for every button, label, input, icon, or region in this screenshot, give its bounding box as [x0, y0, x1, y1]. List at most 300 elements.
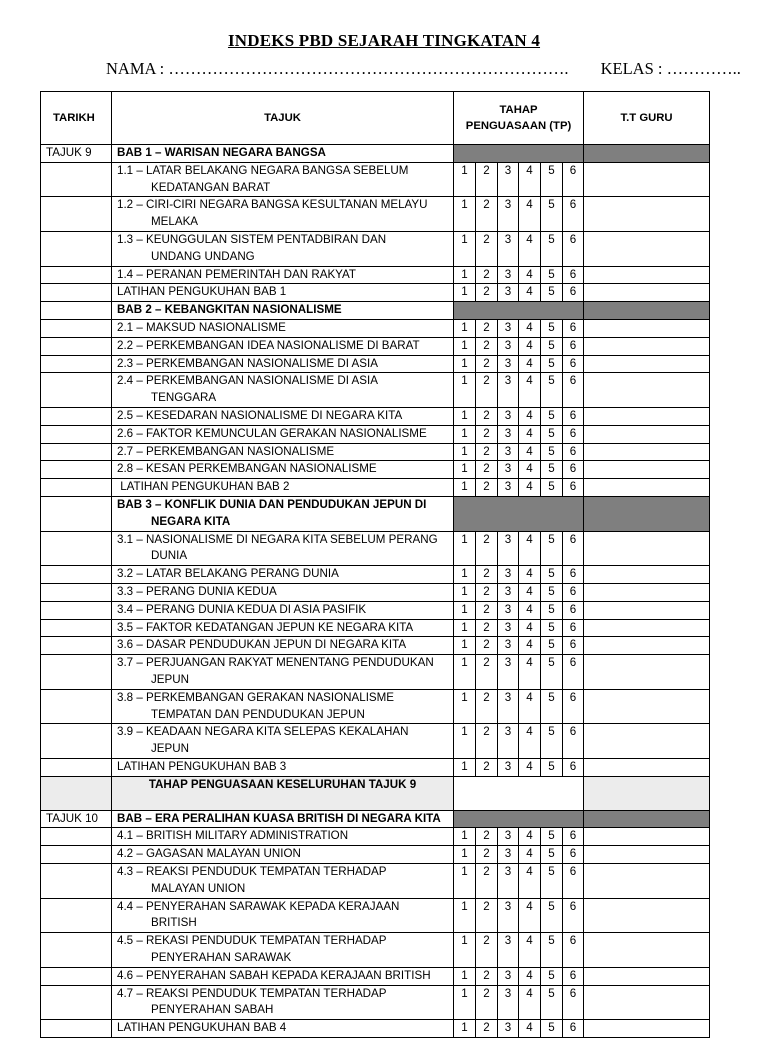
tp-level-6-cell[interactable]: 6 [563, 231, 584, 266]
tp-level-6-cell[interactable]: 6 [563, 724, 584, 759]
tp-level-1-cell[interactable]: 1 [454, 1020, 476, 1038]
tp-level-4-cell[interactable]: 4 [519, 425, 541, 443]
tp-level-1-cell[interactable]: 1 [454, 266, 476, 284]
signature-cell[interactable] [584, 319, 710, 337]
tp-level-6-cell[interactable]: 6 [563, 479, 584, 497]
tp-level-2-cell[interactable]: 2 [476, 197, 498, 232]
date-cell[interactable] [41, 828, 112, 846]
tp-level-3-cell[interactable]: 3 [498, 985, 519, 1020]
tp-level-4-cell[interactable]: 4 [519, 689, 541, 724]
tp-level-1-cell[interactable]: 1 [454, 197, 476, 232]
tp-level-3-cell[interactable]: 3 [498, 637, 519, 655]
date-cell[interactable] [41, 302, 112, 320]
tp-level-6-cell[interactable]: 6 [563, 461, 584, 479]
tp-level-2-cell[interactable]: 2 [476, 864, 498, 899]
document-title: INDEKS PBD SEJARAH TINGKATAN 4 [227, 31, 541, 50]
date-cell[interactable] [41, 197, 112, 232]
tp-level-3-cell[interactable]: 3 [498, 461, 519, 479]
header-tahap-penguasaan [454, 92, 584, 145]
tp-level-4-cell[interactable]: 4 [519, 407, 541, 425]
subtopic-title-line1: 4.3 – REAKSI PENDUDUK TEMPATAN TERHADAP [117, 865, 387, 879]
signature-cell[interactable] [584, 355, 710, 373]
tp-level-5-cell[interactable]: 5 [541, 601, 563, 619]
date-cell[interactable] [41, 337, 112, 355]
tp-level-5-cell[interactable]: 5 [541, 266, 563, 284]
subtopic-title [112, 933, 454, 968]
tp-level-6-cell[interactable]: 6 [563, 1020, 584, 1038]
subtopic-title [112, 724, 454, 759]
subtopic-row [41, 933, 710, 968]
subtopic-title-line2: JEPUN [151, 672, 190, 686]
date-cell[interactable] [41, 479, 112, 497]
tp-level-4-cell[interactable]: 4 [519, 197, 541, 232]
tp-level-6-cell[interactable]: 6 [563, 407, 584, 425]
subtopic-row [41, 266, 710, 284]
signature-cell[interactable] [584, 758, 710, 776]
tp-level-5-cell[interactable]: 5 [541, 162, 563, 197]
tp-level-3-cell[interactable]: 3 [498, 162, 519, 197]
tp-level-2-cell[interactable]: 2 [476, 479, 498, 497]
tp-level-4-cell[interactable]: 4 [519, 583, 541, 601]
date-cell[interactable] [41, 443, 112, 461]
date-cell[interactable] [41, 355, 112, 373]
tp-level-4-cell[interactable]: 4 [519, 319, 541, 337]
signature-cell[interactable] [584, 1020, 710, 1038]
signature-cell[interactable] [584, 197, 710, 232]
tp-level-6-cell[interactable]: 6 [563, 319, 584, 337]
tp-level-2-cell[interactable]: 2 [476, 985, 498, 1020]
tp-level-6-cell[interactable]: 6 [563, 967, 584, 985]
tp-level-3-cell[interactable]: 3 [498, 967, 519, 985]
tp-level-3-cell[interactable]: 3 [498, 724, 519, 759]
tp-level-6-cell[interactable]: 6 [563, 337, 584, 355]
tp-level-1-cell[interactable]: 1 [454, 864, 476, 899]
date-cell[interactable] [41, 496, 112, 531]
date-cell[interactable]: TAJUK 10 [41, 810, 112, 828]
tp-level-2-cell[interactable]: 2 [476, 637, 498, 655]
tp-level-1-cell[interactable]: 1 [454, 828, 476, 846]
tp-level-4-cell[interactable]: 4 [519, 655, 541, 690]
date-cell[interactable] [41, 319, 112, 337]
date-cell[interactable] [41, 985, 112, 1020]
date-cell[interactable] [41, 231, 112, 266]
tp-level-2-cell[interactable]: 2 [476, 689, 498, 724]
signature-cell[interactable] [584, 689, 710, 724]
signature-cell[interactable] [584, 337, 710, 355]
tp-level-6-cell[interactable]: 6 [563, 162, 584, 197]
tp-level-2-cell[interactable]: 2 [476, 967, 498, 985]
tp-level-4-cell[interactable]: 4 [519, 724, 541, 759]
tp-level-2-cell[interactable]: 2 [476, 162, 498, 197]
tp-level-1-cell[interactable]: 1 [454, 985, 476, 1020]
signature-cell[interactable] [584, 864, 710, 899]
tp-level-5-cell[interactable]: 5 [541, 425, 563, 443]
tp-level-2-cell[interactable]: 2 [476, 619, 498, 637]
signature-cell[interactable] [584, 898, 710, 933]
tp-level-5-cell[interactable]: 5 [541, 689, 563, 724]
tp-level-2-cell[interactable]: 2 [476, 655, 498, 690]
tp-level-3-cell[interactable]: 3 [498, 689, 519, 724]
date-cell[interactable] [41, 425, 112, 443]
tp-shaded-cell [454, 302, 584, 320]
date-cell[interactable] [41, 461, 112, 479]
tp-level-1-cell[interactable]: 1 [454, 355, 476, 373]
tp-level-6-cell[interactable]: 6 [563, 637, 584, 655]
tp-level-4-cell[interactable]: 4 [519, 443, 541, 461]
header-tahap-line2: PENGUASAAN (TP) [465, 120, 572, 132]
date-cell[interactable] [41, 637, 112, 655]
signature-cell[interactable] [584, 985, 710, 1020]
tp-level-2-cell[interactable]: 2 [476, 425, 498, 443]
tp-level-3-cell[interactable]: 3 [498, 373, 519, 408]
tp-level-5-cell[interactable]: 5 [541, 197, 563, 232]
tp-level-2-cell[interactable]: 2 [476, 1020, 498, 1038]
tp-level-4-cell[interactable]: 4 [519, 1020, 541, 1038]
tp-level-6-cell[interactable]: 6 [563, 933, 584, 968]
tp-level-6-cell[interactable]: 6 [563, 373, 584, 408]
subtopic-row [41, 355, 710, 373]
tp-level-3-cell[interactable]: 3 [498, 443, 519, 461]
tp-level-6-cell[interactable]: 6 [563, 985, 584, 1020]
tp-level-2-cell[interactable]: 2 [476, 319, 498, 337]
tp-level-5-cell[interactable]: 5 [541, 655, 563, 690]
date-cell[interactable] [41, 162, 112, 197]
tp-level-6-cell[interactable]: 6 [563, 266, 584, 284]
tp-level-4-cell[interactable]: 4 [519, 284, 541, 302]
tp-level-2-cell[interactable]: 2 [476, 461, 498, 479]
pbd-index-table [40, 91, 710, 1038]
tp-level-5-cell[interactable]: 5 [541, 724, 563, 759]
tp-level-3-cell[interactable]: 3 [498, 601, 519, 619]
date-cell[interactable] [41, 689, 112, 724]
tp-level-2-cell[interactable]: 2 [476, 407, 498, 425]
tp-level-5-cell[interactable]: 5 [541, 566, 563, 584]
tp-level-5-cell[interactable]: 5 [541, 284, 563, 302]
tp-level-5-cell[interactable]: 5 [541, 355, 563, 373]
tp-level-6-cell[interactable]: 6 [563, 601, 584, 619]
signature-cell[interactable] [584, 967, 710, 985]
subtopic-row [41, 828, 710, 846]
tp-level-3-cell[interactable]: 3 [498, 1020, 519, 1038]
tp-level-6-cell[interactable]: 6 [563, 828, 584, 846]
tp-level-1-cell[interactable]: 1 [454, 319, 476, 337]
tp-level-6-cell[interactable]: 6 [563, 355, 584, 373]
date-cell[interactable] [41, 407, 112, 425]
tp-level-2-cell[interactable]: 2 [476, 284, 498, 302]
exercise-row [41, 479, 710, 497]
tp-level-2-cell[interactable]: 2 [476, 443, 498, 461]
tp-level-3-cell[interactable]: 3 [498, 583, 519, 601]
tp-level-5-cell[interactable]: 5 [541, 373, 563, 408]
tp-level-2-cell[interactable]: 2 [476, 583, 498, 601]
subtopic-row [41, 319, 710, 337]
tp-level-5-cell[interactable]: 5 [541, 967, 563, 985]
date-cell[interactable] [41, 284, 112, 302]
tp-level-6-cell[interactable]: 6 [563, 197, 584, 232]
tp-level-2-cell[interactable]: 2 [476, 758, 498, 776]
tp-level-3-cell[interactable]: 3 [498, 337, 519, 355]
tp-level-1-cell[interactable]: 1 [454, 461, 476, 479]
subtopic-title-line1: 4.5 – REKASI PENDUDUK TEMPATAN TERHADAP [117, 934, 387, 948]
tp-level-3-cell[interactable]: 3 [498, 425, 519, 443]
tp-level-1-cell[interactable]: 1 [454, 231, 476, 266]
tp-level-5-cell[interactable]: 5 [541, 985, 563, 1020]
tp-level-4-cell[interactable]: 4 [519, 355, 541, 373]
tp-level-2-cell[interactable]: 2 [476, 373, 498, 408]
subtopic-title-line2: MALAYAN UNION [151, 881, 246, 895]
tp-level-2-cell[interactable]: 2 [476, 828, 498, 846]
subtopic-title-line1: 3.1 – NASIONALISME DI NEGARA KITA SEBELUM PERANG [117, 532, 438, 546]
exercise-title: LATIHAN PENGUKUHAN BAB 4 [112, 1020, 454, 1038]
tp-level-3-cell[interactable]: 3 [498, 407, 519, 425]
tp-level-4-cell[interactable]: 4 [519, 566, 541, 584]
tp-level-2-cell[interactable]: 2 [476, 601, 498, 619]
tp-level-2-cell[interactable]: 2 [476, 898, 498, 933]
tp-level-1-cell[interactable]: 1 [454, 443, 476, 461]
signature-cell[interactable] [584, 407, 710, 425]
subtopic-title-line1: 4.7 – REAKSI PENDUDUK TEMPATAN TERHADAP [117, 986, 387, 1000]
tp-level-4-cell[interactable]: 4 [519, 266, 541, 284]
signature-cell[interactable] [584, 566, 710, 584]
nama-field[interactable]: NAMA : ………………………………………………………………. [106, 59, 569, 78]
tp-level-5-cell[interactable]: 5 [541, 531, 563, 566]
tp-level-1-cell[interactable]: 1 [454, 933, 476, 968]
signature-cell[interactable] [584, 479, 710, 497]
tp-level-1-cell[interactable]: 1 [454, 724, 476, 759]
tp-level-1-cell[interactable]: 1 [454, 655, 476, 690]
tp-level-4-cell[interactable]: 4 [519, 933, 541, 968]
tp-level-4-cell[interactable]: 4 [519, 479, 541, 497]
exercise-title: LATIHAN PENGUKUHAN BAB 1 [112, 284, 454, 302]
signature-cell[interactable] [584, 266, 710, 284]
date-cell[interactable] [41, 724, 112, 759]
signature-cell[interactable] [584, 846, 710, 864]
tp-level-4-cell[interactable]: 4 [519, 531, 541, 566]
tp-level-5-cell[interactable]: 5 [541, 1020, 563, 1038]
signature-cell[interactable] [584, 724, 710, 759]
tp-level-2-cell[interactable]: 2 [476, 724, 498, 759]
tp-level-3-cell[interactable]: 3 [498, 531, 519, 566]
tp-level-4-cell[interactable]: 4 [519, 619, 541, 637]
tp-level-1-cell[interactable]: 1 [454, 531, 476, 566]
tp-level-5-cell[interactable]: 5 [541, 461, 563, 479]
tp-level-1-cell[interactable]: 1 [454, 373, 476, 408]
date-cell[interactable] [41, 758, 112, 776]
tp-level-6-cell[interactable]: 6 [563, 898, 584, 933]
tp-level-4-cell[interactable]: 4 [519, 373, 541, 408]
date-cell[interactable] [41, 266, 112, 284]
tp-level-4-cell[interactable]: 4 [519, 967, 541, 985]
tp-level-5-cell[interactable]: 5 [541, 337, 563, 355]
tp-level-2-cell[interactable]: 2 [476, 355, 498, 373]
tp-level-6-cell[interactable]: 6 [563, 425, 584, 443]
tp-shaded-cell [454, 810, 584, 828]
date-cell[interactable] [41, 601, 112, 619]
tp-level-6-cell[interactable]: 6 [563, 619, 584, 637]
signature-cell[interactable] [584, 637, 710, 655]
tp-level-4-cell[interactable]: 4 [519, 864, 541, 899]
tp-level-5-cell[interactable]: 5 [541, 933, 563, 968]
tp-level-4-cell[interactable]: 4 [519, 758, 541, 776]
tp-level-3-cell[interactable]: 3 [498, 319, 519, 337]
date-cell[interactable] [41, 583, 112, 601]
tp-level-6-cell[interactable]: 6 [563, 758, 584, 776]
tp-level-1-cell[interactable]: 1 [454, 637, 476, 655]
tp-level-3-cell[interactable]: 3 [498, 197, 519, 232]
date-cell[interactable] [41, 864, 112, 899]
tp-level-5-cell[interactable]: 5 [541, 864, 563, 899]
tp-level-3-cell[interactable]: 3 [498, 266, 519, 284]
signature-cell[interactable] [584, 655, 710, 690]
tp-level-5-cell[interactable]: 5 [541, 898, 563, 933]
signature-cell[interactable] [584, 425, 710, 443]
date-cell[interactable] [41, 1020, 112, 1038]
tp-level-2-cell[interactable]: 2 [476, 566, 498, 584]
tp-level-5-cell[interactable]: 5 [541, 758, 563, 776]
date-cell[interactable] [41, 967, 112, 985]
tp-level-2-cell[interactable]: 2 [476, 933, 498, 968]
tp-level-4-cell[interactable]: 4 [519, 846, 541, 864]
tp-level-6-cell[interactable]: 6 [563, 284, 584, 302]
tp-level-3-cell[interactable]: 3 [498, 828, 519, 846]
tp-level-1-cell[interactable]: 1 [454, 601, 476, 619]
signature-cell[interactable] [584, 162, 710, 197]
tp-level-6-cell[interactable]: 6 [563, 846, 584, 864]
signature-cell[interactable] [584, 619, 710, 637]
tp-level-6-cell[interactable]: 6 [563, 443, 584, 461]
signature-cell[interactable] [584, 776, 710, 810]
tp-level-6-cell[interactable]: 6 [563, 864, 584, 899]
tp-level-3-cell[interactable]: 3 [498, 231, 519, 266]
signature-cell[interactable] [584, 461, 710, 479]
signature-cell[interactable] [584, 583, 710, 601]
header-tahap-line1: TAHAP [499, 103, 538, 116]
tp-level-4-cell[interactable]: 4 [519, 637, 541, 655]
tp-level-3-cell[interactable]: 3 [498, 898, 519, 933]
tp-level-5-cell[interactable]: 5 [541, 443, 563, 461]
subtopic-title: 4.6 – PENYERAHAN SABAH KEPADA KERAJAAN BRITISH [112, 967, 454, 985]
tp-level-4-cell[interactable]: 4 [519, 162, 541, 197]
tp-level-5-cell[interactable]: 5 [541, 637, 563, 655]
tp-level-3-cell[interactable]: 3 [498, 846, 519, 864]
tp-level-5-cell[interactable]: 5 [541, 828, 563, 846]
tp-level-5-cell[interactable]: 5 [541, 619, 563, 637]
tp-level-3-cell[interactable]: 3 [498, 566, 519, 584]
tp-level-4-cell[interactable]: 4 [519, 337, 541, 355]
subtopic-title-line2: TENGGARA [151, 391, 217, 405]
tp-level-4-cell[interactable]: 4 [519, 898, 541, 933]
tp-level-1-cell[interactable]: 1 [454, 583, 476, 601]
tp-level-1-cell[interactable]: 1 [454, 284, 476, 302]
subtopic-title-line2: UNDANG UNDANG [151, 249, 255, 263]
signature-cell[interactable] [584, 231, 710, 266]
tp-level-1-cell[interactable]: 1 [454, 407, 476, 425]
signature-cell[interactable] [584, 601, 710, 619]
table-header-row [41, 92, 710, 145]
date-cell[interactable] [41, 655, 112, 690]
tp-level-2-cell[interactable]: 2 [476, 231, 498, 266]
date-cell[interactable] [41, 846, 112, 864]
tp-level-1-cell[interactable]: 1 [454, 846, 476, 864]
subtopic-title-line1: 1.2 – CIRI-CIRI NEGARA BANGSA KESULTANAN MELAYU [117, 198, 428, 212]
tp-level-2-cell[interactable]: 2 [476, 337, 498, 355]
tp-level-5-cell[interactable]: 5 [541, 583, 563, 601]
tp-level-3-cell[interactable]: 3 [498, 355, 519, 373]
subtopic-row [41, 373, 710, 408]
tp-level-1-cell[interactable]: 1 [454, 898, 476, 933]
tp-level-4-cell[interactable]: 4 [519, 828, 541, 846]
tp-level-2-cell[interactable]: 2 [476, 266, 498, 284]
date-cell[interactable] [41, 933, 112, 968]
tp-level-3-cell[interactable]: 3 [498, 758, 519, 776]
exercise-row [41, 1020, 710, 1038]
signature-cell[interactable] [584, 284, 710, 302]
subtopic-row [41, 864, 710, 899]
date-cell[interactable] [41, 531, 112, 566]
tp-level-1-cell[interactable]: 1 [454, 337, 476, 355]
tp-level-5-cell[interactable]: 5 [541, 319, 563, 337]
tp-level-2-cell[interactable]: 2 [476, 531, 498, 566]
tp-level-4-cell[interactable]: 4 [519, 601, 541, 619]
tp-level-1-cell[interactable]: 1 [454, 967, 476, 985]
subtopic-row [41, 461, 710, 479]
tp-level-3-cell[interactable]: 3 [498, 933, 519, 968]
tp-level-1-cell[interactable]: 1 [454, 479, 476, 497]
header-tarikh: TARIKH [41, 92, 112, 145]
signature-cell[interactable] [584, 828, 710, 846]
tp-level-3-cell[interactable]: 3 [498, 655, 519, 690]
chapter-title: BAB – ERA PERALIHAN KUASA BRITISH DI NEGARA KITA [112, 810, 454, 828]
tp-level-4-cell[interactable]: 4 [519, 461, 541, 479]
date-cell[interactable] [41, 898, 112, 933]
tp-level-1-cell[interactable]: 1 [454, 425, 476, 443]
tp-level-1-cell[interactable]: 1 [454, 162, 476, 197]
tp-level-5-cell[interactable]: 5 [541, 407, 563, 425]
date-cell[interactable] [41, 373, 112, 408]
signature-cell[interactable] [584, 373, 710, 408]
tp-level-5-cell[interactable]: 5 [541, 231, 563, 266]
chapter-title: BAB 2 – KEBANGKITAN NASIONALISME [112, 302, 454, 320]
kelas-field[interactable]: KELAS : ………….. [600, 59, 741, 78]
tp-level-3-cell[interactable]: 3 [498, 864, 519, 899]
tp-level-6-cell[interactable]: 6 [563, 566, 584, 584]
tp-level-6-cell[interactable]: 6 [563, 689, 584, 724]
tp-level-5-cell[interactable]: 5 [541, 479, 563, 497]
tp-level-6-cell[interactable]: 6 [563, 531, 584, 566]
tp-level-1-cell[interactable]: 1 [454, 689, 476, 724]
overall-tp-cell[interactable] [454, 776, 584, 810]
date-cell[interactable] [41, 566, 112, 584]
signature-cell[interactable] [584, 443, 710, 461]
tp-level-4-cell[interactable]: 4 [519, 231, 541, 266]
date-cell[interactable] [41, 619, 112, 637]
tp-level-3-cell[interactable]: 3 [498, 284, 519, 302]
tp-level-6-cell[interactable]: 6 [563, 583, 584, 601]
signature-cell[interactable] [584, 531, 710, 566]
tp-level-3-cell[interactable]: 3 [498, 619, 519, 637]
tp-level-2-cell[interactable]: 2 [476, 846, 498, 864]
tp-level-4-cell[interactable]: 4 [519, 985, 541, 1020]
date-cell[interactable]: TAJUK 9 [41, 145, 112, 163]
tp-level-3-cell[interactable]: 3 [498, 479, 519, 497]
tp-level-5-cell[interactable]: 5 [541, 846, 563, 864]
tp-level-1-cell[interactable]: 1 [454, 758, 476, 776]
date-cell[interactable] [41, 776, 112, 810]
tp-level-1-cell[interactable]: 1 [454, 619, 476, 637]
tp-level-6-cell[interactable]: 6 [563, 655, 584, 690]
tp-level-1-cell[interactable]: 1 [454, 566, 476, 584]
signature-cell[interactable] [584, 933, 710, 968]
